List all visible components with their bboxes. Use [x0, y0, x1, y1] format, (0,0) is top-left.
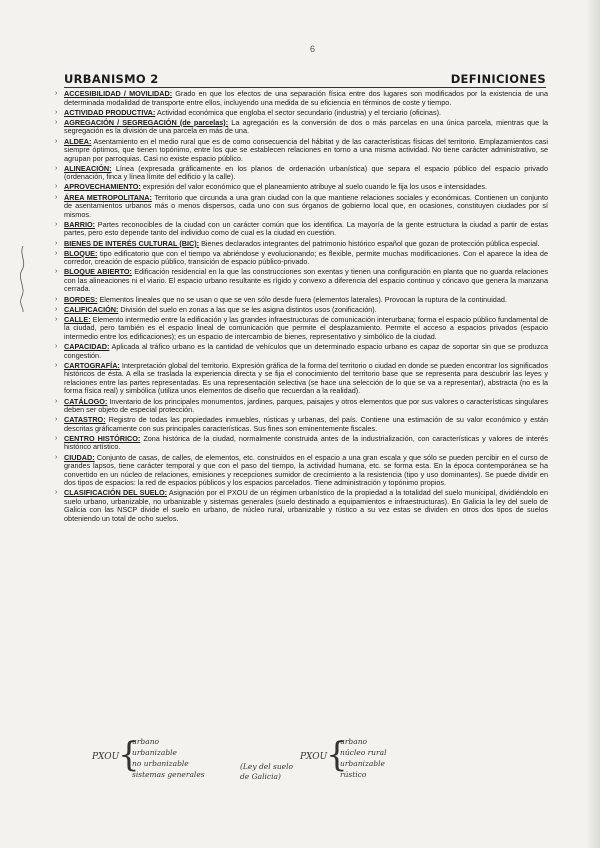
definition-term: CAPACIDAD:	[64, 342, 110, 352]
definition-text: La agregación es la conversión de dos o más parcelas en una única parcela, mientras que la segregación es la división de una parcela en más de una.	[64, 117, 548, 136]
definition-entry	[55, 294, 548, 305]
bullet-mark: ›	[55, 249, 58, 257]
section-label: DEFINICIONES	[450, 72, 546, 86]
definition-entry	[55, 219, 548, 238]
definition-entry	[55, 238, 548, 249]
definition-term: CALIFICACIÓN:	[64, 304, 119, 314]
bullet-mark: ›	[55, 90, 58, 97]
definition-entry	[55, 192, 548, 220]
header-rule	[64, 87, 546, 88]
handwritten-item: urbano	[340, 737, 368, 746]
bullet-mark: ›	[55, 183, 58, 191]
definition-entry	[55, 396, 548, 415]
bullet-mark: ›	[55, 220, 58, 228]
handwritten-item: rústico	[340, 770, 367, 779]
page-header	[64, 72, 546, 86]
handwritten-label-left: PXOU	[92, 752, 120, 762]
definition-text: Registro de todas las propiedades inmuebles, rústicas y urbanas, del país. Contiene una estimación de su valor económico y están descritas gráficamente con sus principales características. Sus fines son eminentemente fiscales.	[64, 415, 548, 433]
definition-term: CENTRO HISTÓRICO:	[64, 433, 141, 443]
section-title: URBANISMO 2	[64, 72, 159, 86]
definition-term: BARRIO:	[64, 219, 96, 229]
bullet-mark: ›	[55, 397, 58, 405]
definition-text: Partes reconocibles de la ciudad con un carácter común que los identifica. La mayoría de la gente estructura la ciudad a partir de estas partes, pero esto depende tanto del individuo como de cual es la ciudad en cuestión.	[64, 219, 548, 238]
definition-term: ACCESIBILIDAD / MOVILIDAD:	[64, 89, 173, 98]
definition-text: Bienes declarados integrantes del patrimonio histórico español que gozan de protección pública especial.	[199, 238, 540, 248]
scan-edge-shadow	[586, 0, 600, 848]
definition-entry	[55, 163, 548, 182]
bullet-mark: ›	[55, 193, 58, 201]
definition-entry	[55, 342, 548, 360]
definition-term: CARTOGRAFÍA:	[64, 360, 120, 370]
definition-entry	[55, 415, 548, 433]
definition-entry	[55, 314, 549, 342]
definition-term: CLASIFICACIÓN DEL SUELO:	[64, 488, 168, 498]
definition-text: Edificación residencial en la que las construcciones son exentas y tienen una configuración en planta que no guarda relaciones con las alineaciones ni el viario. El espacio urbano resultante es rígido y convexo a diferencia del espacio continuo y cóncavo que genera la manzana cerrada.	[64, 267, 548, 294]
handwritten-item: núcleo rural	[340, 748, 387, 757]
definition-term: BLOQUE ABIERTO:	[64, 267, 132, 277]
bullet-mark: ›	[55, 315, 58, 323]
definition-text: Asentamiento en el medio rural que es de como consecuencia del hábitat y de las características físicas del territorio. Emplazamientos casi siempre óptimos, que tienen topónimo, entre los que se establecen relaciones en torno a una misma actividad. No tiene carácter administrativo, se agrupan por parroquias. Casi no existe espacio público.	[64, 136, 548, 163]
bullet-mark: ›	[55, 295, 58, 303]
definition-entry	[55, 248, 548, 267]
definition-term: BIENES DE INTERÉS CULTURAL (BIC):	[64, 238, 200, 248]
handwritten-item: urbano	[132, 737, 160, 746]
definition-entry	[55, 117, 548, 136]
bullet-mark: ›	[55, 305, 58, 313]
bullet-mark: ›	[55, 434, 58, 442]
handwritten-item: urbanizable	[340, 759, 385, 768]
handwritten-label-right: PXOU	[300, 752, 328, 762]
handwritten-note: de Galicia)	[240, 772, 281, 781]
handwritten-item: no urbanizable	[132, 759, 189, 768]
definition-entry	[55, 360, 548, 396]
definition-text: Elemento intermedio entre la edificación y las grandes infraestructuras de comunicación interurbana; forma el espacio público fundamental de la ciudad, pero también es el espacio lineal de comunicación que permite el desplazamiento. Permite el acceso a espacios privados (espacio intermedio entre los edificaciones); es un espacio de intercambio de bienes, representativo y simbólico de la ciudad.	[64, 314, 549, 341]
definition-entry	[55, 89, 548, 107]
handwritten-item: urbanizable	[132, 748, 177, 757]
definitions-list	[55, 89, 549, 525]
definition-text: Asignación por el PXOU de un régimen urbanístico de la propiedad a la totalidad del suelo municipal, dividiéndolo en suelo urbano, urbanizable, no urbanizable y sistemas generales (suelo destinado a equipamientos e infraestructuras). En Galicia la ley del suelo de Galicia con las NSCP divide el suelo en urbano, de núcleo rural, urbanizable y rústico a su vez estas se dividen en otros dos tipos de suelos obteniendo un total de ocho suelos.	[64, 488, 548, 524]
bullet-mark: ›	[55, 268, 58, 276]
bullet-mark: ›	[55, 164, 58, 172]
definition-term: CATÁLOGO:	[64, 396, 108, 406]
definition-text: Grado en que los efectos de una separación física entre dos lugares son modificados por la existencia de una determinada modalidad de transporte entre ellos, incluyendo una medida de su eficiencia en términos de coste y tiempo.	[64, 89, 548, 107]
definition-text: Territorio que circunda a una gran ciudad con la que mantiene relaciones sociales y económicas. Contienen un conjunto de asentamientos urbanos más o menos dispersos, cada uno con sus órganos de gobierno local que, en ocasiones, constituyen ciudades por sí mismos.	[64, 192, 548, 219]
margin-scribble	[16, 244, 30, 314]
definition-term: BORDES:	[64, 294, 98, 304]
definition-text: Conjunto de casas, de calles, de elementos, etc. construidos en el espacio a una gran escala y que sólo se pueden percibir en el curso de grandes lapsos, tiene carácter temporal y que con el paso del tiempo, la actividad humana, etc. se forma esta. En la época contemporánea se ha convertido en un núcleo de relaciones, emisiones y recepciones sumidor de crecimiento a la resistencia (tipo y uso dominantes). Se puede dividir en dos tipos de espacios: la red de espacios públicos y los espacios parcelados. Tiene administración y topónimo propios.	[64, 452, 548, 488]
definition-term: ALINEACIÓN:	[64, 163, 112, 173]
handwritten-item: sistemas generales	[132, 770, 205, 779]
definition-text: Zona histórica de la ciudad, normalmente construida antes de la industrialización, con características y valores de interés histórico artístico.	[64, 433, 548, 452]
definition-term: ALDEA:	[64, 136, 92, 146]
definition-term: CIUDAD:	[64, 452, 95, 462]
brace-right: {	[326, 735, 348, 775]
definition-text: División del suelo en zonas a las que se les asigna distintos usos (zonificación).	[118, 304, 377, 314]
definition-text: Elementos lineales que no se usan o que se ven sólo desde fuera (elementos laterales). Provocan la ruptura de la continuidad.	[97, 294, 507, 304]
bullet-mark: ›	[55, 137, 58, 145]
definition-text: Aplicada al tráfico urbano es la cantidad de vehículos que un determinado espacio urbano es capaz de soportar sin que se produzca congestión.	[64, 342, 548, 360]
bullet-mark: ›	[55, 108, 58, 116]
definition-text: tipo edificatorio que con el tiempo va abriéndose y evolucionando; es flexible, permite muchas modificaciones. Con el aparece la idea de corredor, creación de espacio público, transición de espacio público-privado.	[64, 248, 548, 267]
definition-entry	[55, 107, 548, 118]
definition-entry	[55, 267, 548, 294]
definition-entry	[55, 136, 548, 164]
definition-term: BLOQUE:	[64, 248, 98, 258]
bullet-mark: ›	[55, 118, 58, 126]
definition-term: APROVECHAMIENTO:	[64, 182, 141, 192]
bullet-mark: ›	[55, 239, 58, 247]
definition-text: Interpretación global del territorio. Expresión gráfica de la forma del territorio o ciudad en donde se pueden encontrar los significados históricos de ésta. A ella se traslada la experiencia directa y se fija el conocimiento del territorio base que se representa para descubrir las leyes y relaciones entre las partes representadas. Es una representación selectiva (se hace una selección de lo que se va a representar), abstracta (no es la forma física real) y simbólica (utiliza unos elementos de diseño que recuerdan a la realidad).	[64, 360, 548, 396]
definition-entry	[55, 304, 548, 315]
definition-term: ÁREA METROPOLITANA:	[64, 192, 152, 202]
definition-term: CALLE:	[64, 314, 91, 324]
bullet-mark: ›	[55, 453, 58, 461]
bullet-mark: ›	[55, 489, 58, 497]
page-number: 6	[310, 44, 316, 54]
definition-text: Actividad económica que engloba el sector secundario (industria) y el terciario (oficinas).	[155, 107, 442, 117]
definition-term: AGREGACIÓN / SEGREGACIÓN (de parcelas):	[64, 117, 229, 127]
definition-entry	[55, 488, 548, 524]
bullet-mark: ›	[55, 416, 58, 424]
bullet-mark: ›	[55, 361, 58, 369]
brace-left: {	[118, 735, 140, 775]
definition-text: expresión del valor económico que el planeamiento atribuye al suelo cuando le fija los usos e intensidades.	[140, 182, 488, 192]
definition-text: Línea (expresada gráficamente en los planos de ordenación urbanística) que separa el espacio público del espacio privado (ordenación, finca y línea límite del edificio y la calle).	[64, 163, 548, 182]
definition-entry	[55, 433, 548, 452]
definition-term: ACTIVIDAD PRODUCTIVA:	[64, 107, 156, 117]
definition-entry	[55, 452, 548, 488]
definition-text: Inventario de los principales monumentos, jardines, parques, paisajes y otros elementos que por sus valores o características singulares deben ser objeto de especial protección.	[64, 396, 548, 415]
bullet-mark: ›	[55, 343, 58, 351]
definition-entry	[55, 182, 548, 192]
handwritten-note: (Ley del suelo	[240, 762, 294, 771]
definition-term: CATASTRO:	[64, 415, 106, 425]
